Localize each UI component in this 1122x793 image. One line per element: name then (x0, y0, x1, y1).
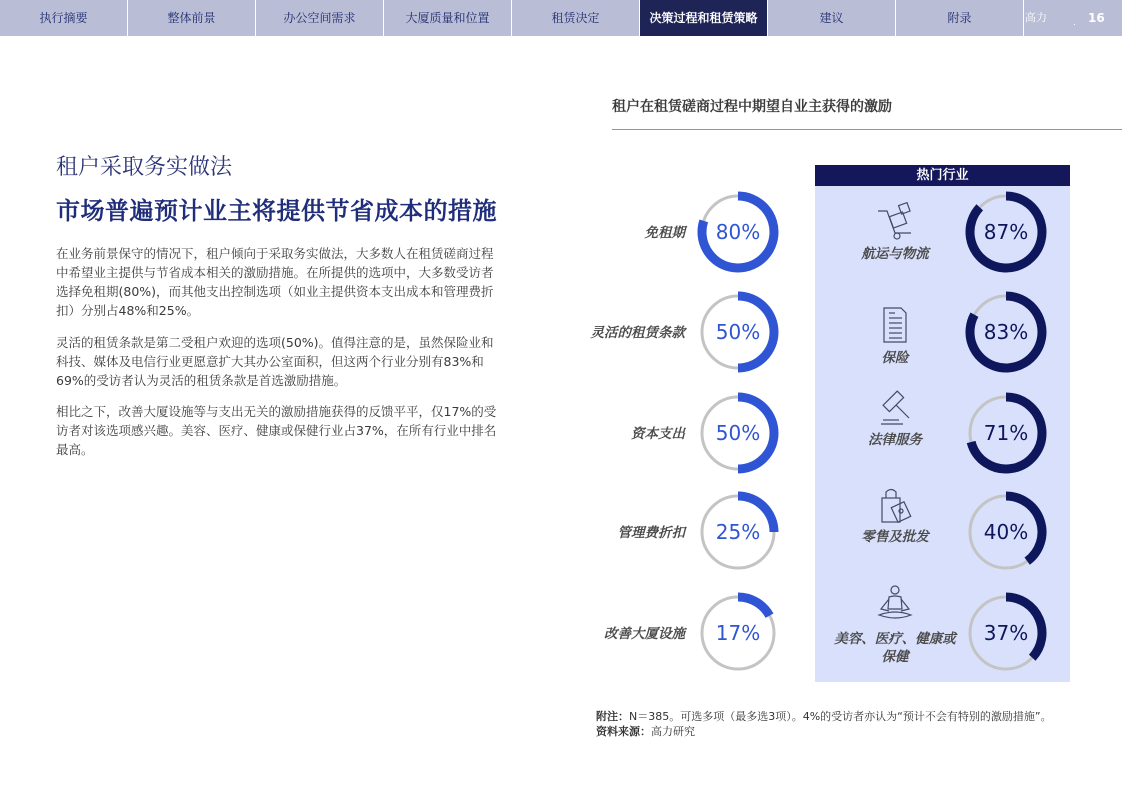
document-icon (884, 308, 906, 342)
note-text: N＝385。可选多项（最多选3项）。4%的受访者亦认为“预计不会有特别的激励措施”。 (629, 710, 1052, 723)
footnote (596, 709, 1052, 739)
industry-value-label-1: 83% (983, 320, 1029, 344)
tab-overall-outlook[interactable]: 整体前景 (128, 0, 256, 36)
industry-label-4-line-2: 保健 (881, 649, 909, 665)
industry-value-label-4: 37% (983, 621, 1029, 645)
incentive-value-label-3: 25% (715, 520, 761, 544)
incentive-category-label-0: 免租期 (644, 225, 685, 241)
industry-label-2: 法律服务 (868, 432, 922, 448)
top-industries-header: 热门行业 (815, 165, 1070, 186)
incentive-value-label-4: 17% (715, 621, 761, 645)
industry-value-label-2: 71% (983, 421, 1029, 445)
page-number: 16 (1088, 11, 1105, 25)
section-subtitle: 租户采取务实做法 (56, 155, 233, 180)
industry-label-1: 保险 (881, 350, 909, 366)
tab-building-quality-location[interactable]: 大厦质量和位置 (384, 0, 512, 36)
separator-dot: . (1073, 18, 1076, 28)
shopping-bag-icon (882, 490, 911, 523)
hand-truck-icon (878, 203, 911, 239)
incentive-category-label-3: 管理费折扣 (617, 525, 685, 541)
source-text: 高力研究 (651, 725, 695, 738)
industry-value-label-0: 87% (983, 220, 1029, 244)
tab-appendix[interactable]: 附录 (896, 0, 1024, 36)
incentive-value-label-2: 50% (715, 421, 761, 445)
gavel-icon (881, 391, 909, 424)
chart-title: 租户在租赁磋商过程中期望自业主获得的激励 (612, 99, 892, 115)
tab-leasing-decision[interactable]: 租赁决定 (512, 0, 640, 36)
paragraph-2: 灵活的租赁条款是第二受租户欢迎的选项(50%)。值得注意的是，虽然保险业和科技、媒体及电信行业更愿意扩大其办公室面积，但这两个行业分别有83%和69%的受访者认为灵活的租赁条款是首选激励措施。 (56, 335, 494, 388)
source-label: 资料来源： (596, 725, 651, 738)
tab-decision-process[interactable]: 决策过程和租赁策略 (640, 0, 768, 36)
industry-label-3: 零售及批发 (861, 529, 929, 545)
industry-label-0: 航运与物流 (861, 246, 929, 262)
note-label: 附注： (596, 710, 629, 723)
meditation-icon (879, 586, 911, 618)
industry-value-label-3: 40% (983, 520, 1029, 544)
paragraph-3: 相比之下，改善大厦设施等与支出无关的激励措施获得的反馈平平，仅17%的受访者对该选项感兴趣。美容、医疗、健康或保健行业占37%，在所有行业中排名最高。 (56, 404, 497, 457)
incentive-category-label-4: 改善大厦设施 (604, 626, 685, 642)
tab-office-space-demand[interactable]: 办公空间需求 (256, 0, 384, 36)
incentive-value-label-1: 50% (715, 320, 761, 344)
incentive-category-label-2: 资本支出 (631, 426, 685, 442)
section-heading: 市场普遍预计业主将提供节省成本的措施 (56, 197, 497, 225)
paragraph-1: 在业务前景保守的情况下，租户倾向于采取务实做法，大多数人在租赁磋商过程中希望业主提供与节省成本相关的激励措施。在所提供的选项中，大多数受访者选择免租期(80%)，而其他支出控制选项（如业主提供资本支出成本和管理费折扣）分别占48%和25%。 (56, 246, 494, 318)
tab-recommendations[interactable]: 建议 (768, 0, 896, 36)
incentive-value-label-0: 80% (715, 220, 761, 244)
industry-label-4-line-1: 美容、医疗、健康或 (834, 631, 956, 647)
tab-executive-summary[interactable]: 执行摘要 (0, 0, 128, 36)
brand-name: 高力 (1025, 11, 1047, 24)
incentive-ring-arc-4 (738, 597, 770, 616)
incentive-category-label-1: 灵活的租赁条款 (590, 325, 685, 341)
